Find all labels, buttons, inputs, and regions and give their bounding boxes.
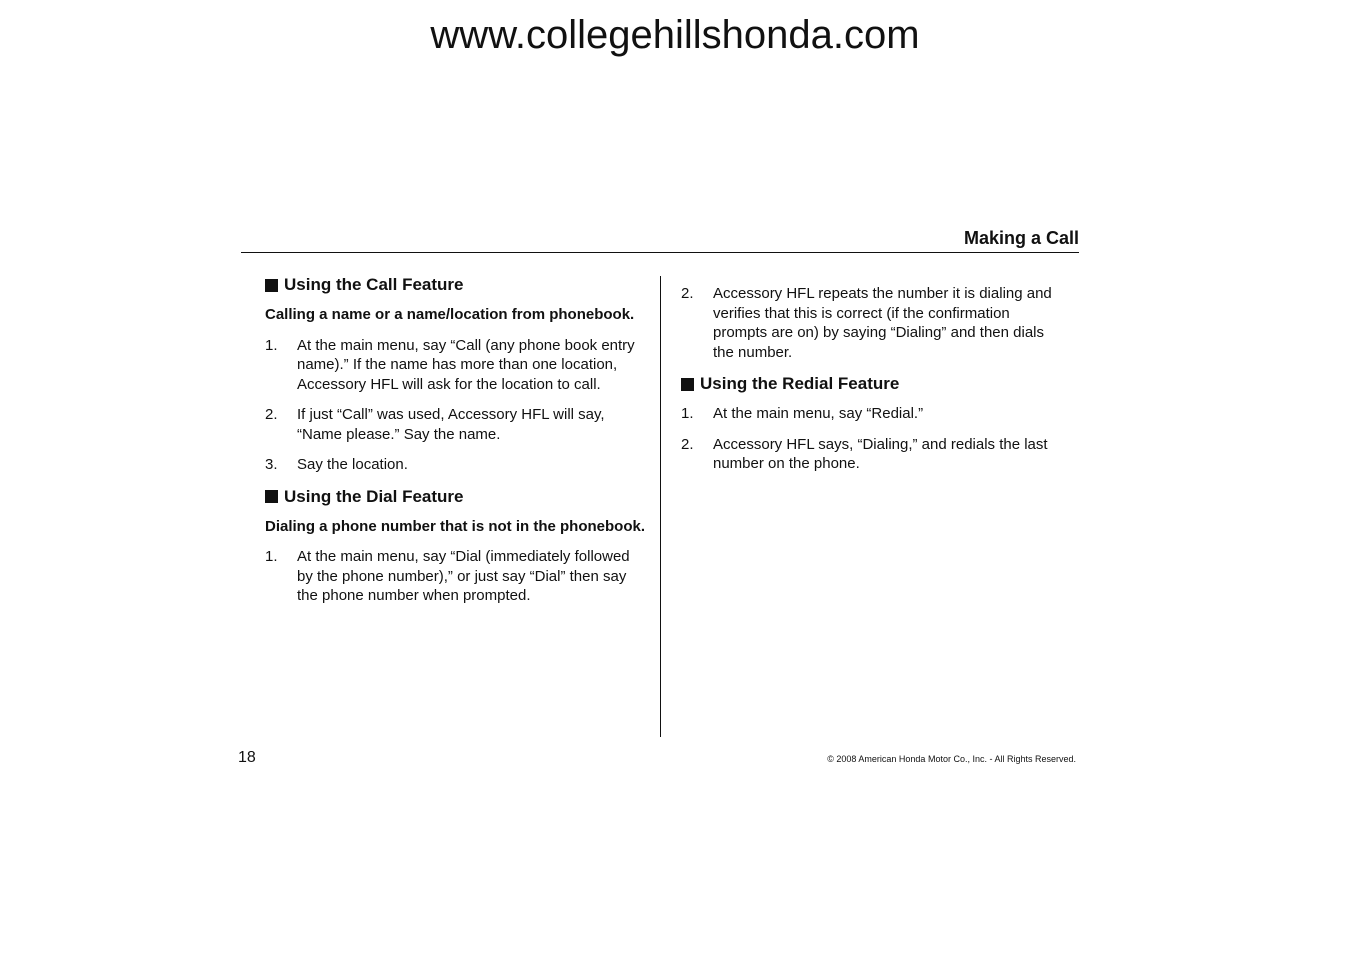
call-feature-heading-text: Using the Call Feature	[284, 275, 464, 294]
list-item	[681, 435, 1061, 474]
step-text: Say the location.	[297, 456, 408, 473]
list-item	[265, 336, 645, 395]
step-number: 3.	[265, 456, 278, 473]
step-text: Accessory HFL says, “Dialing,” and redials the last number on the phone.	[713, 435, 1048, 472]
step-number: 2.	[265, 406, 278, 423]
step-number: 2.	[681, 285, 694, 302]
list-item	[681, 404, 1061, 424]
step-number: 1.	[681, 405, 694, 422]
dial-feature-subheading: Dialing a phone number that is not in the phonebook.	[265, 517, 645, 535]
step-text: At the main menu, say “Call (any phone book entry name).” If the name has more than one location, Accessory HFL will ask for the location to call.	[297, 336, 635, 393]
left-column	[265, 274, 645, 617]
step-text: If just “Call” was used, Accessory HFL will say, “Name please.” Say the name.	[297, 406, 605, 443]
redial-feature-heading-text: Using the Redial Feature	[700, 374, 900, 393]
square-bullet-icon	[265, 490, 278, 503]
copyright-notice: © 2008 American Honda Motor Co., Inc. - All Rights Reserved.	[827, 754, 1076, 764]
list-item	[681, 284, 1061, 362]
step-number: 2.	[681, 435, 694, 453]
section-header	[241, 226, 1079, 253]
step-number: 1.	[265, 548, 278, 565]
call-feature-heading	[265, 274, 645, 296]
dial-feature-heading-text: Using the Dial Feature	[284, 486, 464, 506]
section-title: Making a Call	[963, 228, 1079, 248]
right-column	[681, 284, 1061, 485]
step-number: 1.	[265, 336, 278, 354]
dial-feature-heading	[265, 486, 645, 508]
redial-feature-heading	[681, 373, 1061, 395]
square-bullet-icon	[681, 378, 694, 391]
list-item	[265, 547, 645, 606]
step-text: Accessory HFL repeats the number it is dialing and verifies that this is correct (if the confirmation prompts are on) by saying “Dialing” and then dials the number.	[713, 285, 1052, 361]
square-bullet-icon	[265, 279, 278, 292]
page-number: 18	[238, 749, 256, 766]
column-divider	[660, 276, 661, 737]
list-item	[265, 405, 645, 444]
list-item	[265, 455, 645, 475]
site-url[interactable]: www.collegehillshonda.com	[430, 13, 920, 57]
step-text: At the main menu, say “Redial.”	[713, 405, 924, 422]
step-text: At the main menu, say “Dial (immediately followed by the phone number),” or just say “Dial” then say the phone number when prompted.	[297, 548, 630, 604]
call-feature-subheading: Calling a name or a name/location from phonebook.	[265, 306, 635, 323]
